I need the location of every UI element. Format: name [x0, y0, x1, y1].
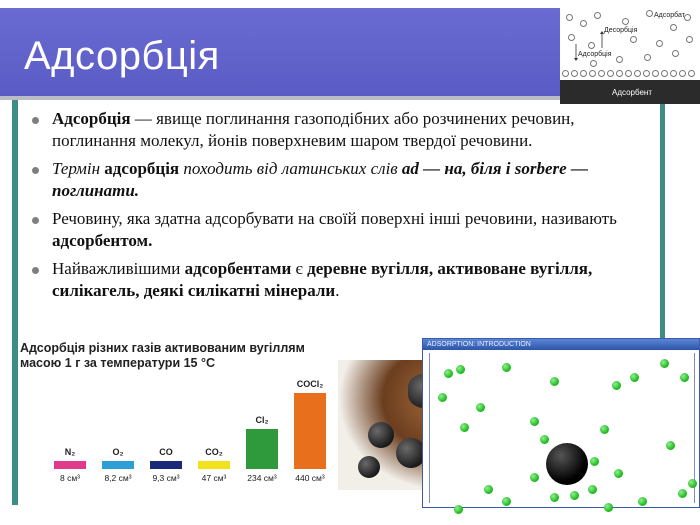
chart-bar — [198, 461, 230, 469]
gas-molecule — [678, 489, 687, 498]
gas-molecule — [550, 493, 559, 502]
gas-molecule — [600, 425, 609, 434]
bullet-item — [30, 258, 658, 302]
gas-molecule — [550, 377, 559, 386]
diagram-label-adsorption: Адсорбція — [578, 51, 612, 58]
chart-category-label: CO — [159, 447, 173, 457]
bullet-text: Найважливішими — [52, 259, 185, 278]
diagram-label-desorption: Десорбція — [604, 27, 638, 34]
chart-bar — [150, 461, 182, 469]
carbon-tablet — [358, 456, 380, 478]
chart-category-label: O₂ — [112, 447, 124, 457]
gas-molecule — [680, 373, 689, 382]
chart-value-label: 234 см³ — [247, 473, 277, 483]
gas-molecule — [444, 369, 453, 378]
bullet-text: походить від латинських слів — [179, 159, 402, 178]
gas-molecule — [666, 441, 675, 450]
gas-molecule — [476, 403, 485, 412]
diagram-label-adsorbate: Адсорбат — [654, 12, 685, 19]
bullet-item — [30, 208, 658, 252]
chart-bar — [246, 429, 278, 469]
carbon-tablet — [368, 422, 394, 448]
title-bar — [0, 8, 640, 96]
gas-molecule — [588, 485, 597, 494]
gas-molecule — [484, 485, 493, 494]
gas-molecule — [530, 473, 539, 482]
chart-category-label: COCl₂ — [296, 379, 324, 389]
bullet-list — [30, 108, 658, 308]
gas-molecule — [502, 363, 511, 372]
gas-molecule — [614, 469, 623, 478]
chart-value-label: 8,2 см³ — [104, 473, 132, 483]
chart-heading-line2: масою 1 г за температури 15 °C — [20, 356, 216, 370]
diagram-arrows — [560, 6, 700, 80]
right-accent-rule — [660, 100, 665, 340]
bullet-text: . — [335, 281, 340, 300]
simulation-frame — [429, 353, 695, 503]
gas-molecule — [502, 497, 511, 506]
gas-molecule — [604, 503, 613, 512]
gas-molecule — [590, 457, 599, 466]
diagram-adsorbent-surface — [560, 80, 700, 104]
bullet-text: Термін — [52, 159, 105, 178]
gas-molecule — [630, 373, 639, 382]
bullet-text: адсорбентами — [184, 259, 292, 278]
chart-category-label: N₂ — [64, 447, 76, 457]
bullet-text: ad — на, біля і sorbere — поглинати. — [52, 159, 588, 200]
adsorption-diagram — [560, 6, 700, 98]
chart-category-label: CO₂ — [205, 446, 223, 457]
gas-molecule — [540, 435, 549, 444]
chart-value-label: 8 см³ — [59, 473, 80, 483]
gas-molecule — [612, 381, 621, 390]
chart-category-label: Cl₂ — [255, 414, 269, 425]
bullet-text: Речовину, яка здатна адсорбувати на своїй поверхні інші речовини, називають — [52, 209, 617, 228]
adsorbent-particle — [546, 443, 588, 485]
gas-molecule — [688, 479, 697, 488]
bullet-text: — явище поглинання газоподібних або розчинених речовин, поглинання молекул, йонів поверхневим шаром твердої речовини. — [52, 109, 575, 150]
gas-molecule — [456, 365, 465, 374]
chart-bar — [102, 461, 134, 469]
diagram-label-adsorbent: Адсорбент — [612, 88, 653, 97]
adsorption-simulation — [422, 338, 700, 508]
bullet-item — [30, 158, 658, 202]
gas-molecule — [660, 359, 669, 368]
bullet-text: Адсорбція — [52, 109, 131, 128]
chart-heading — [20, 341, 340, 371]
chart-bar — [54, 461, 86, 469]
chart-bar — [294, 393, 326, 469]
slide-title: Адсорбція — [24, 34, 220, 78]
bullet-text: адсорбентом. — [52, 231, 153, 250]
simulation-header: ADSORPTION: INTRODUCTION — [423, 339, 699, 350]
gas-molecule — [438, 393, 447, 402]
bullet-text: адсорбція — [104, 159, 180, 178]
bullet-item — [30, 108, 658, 152]
chart-value-label: 9,3 см³ — [152, 473, 180, 483]
gas-molecule — [460, 423, 469, 432]
chart-value-label: 47 см³ — [201, 473, 227, 483]
gas-molecule — [454, 505, 463, 514]
gas-molecule — [530, 417, 539, 426]
chart-value-label: 440 см³ — [295, 473, 325, 483]
gas-molecule — [638, 497, 647, 506]
chart-heading-line1: Адсорбція різних газів активованим вугіллям — [20, 341, 305, 355]
bullet-text: є — [291, 259, 308, 278]
bullet-text: деревне вугілля, активоване вугілля, силікагель, деякі силікатні мінерали — [52, 259, 593, 300]
gas-adsorption-chart — [18, 337, 340, 507]
gas-molecule — [570, 491, 579, 500]
